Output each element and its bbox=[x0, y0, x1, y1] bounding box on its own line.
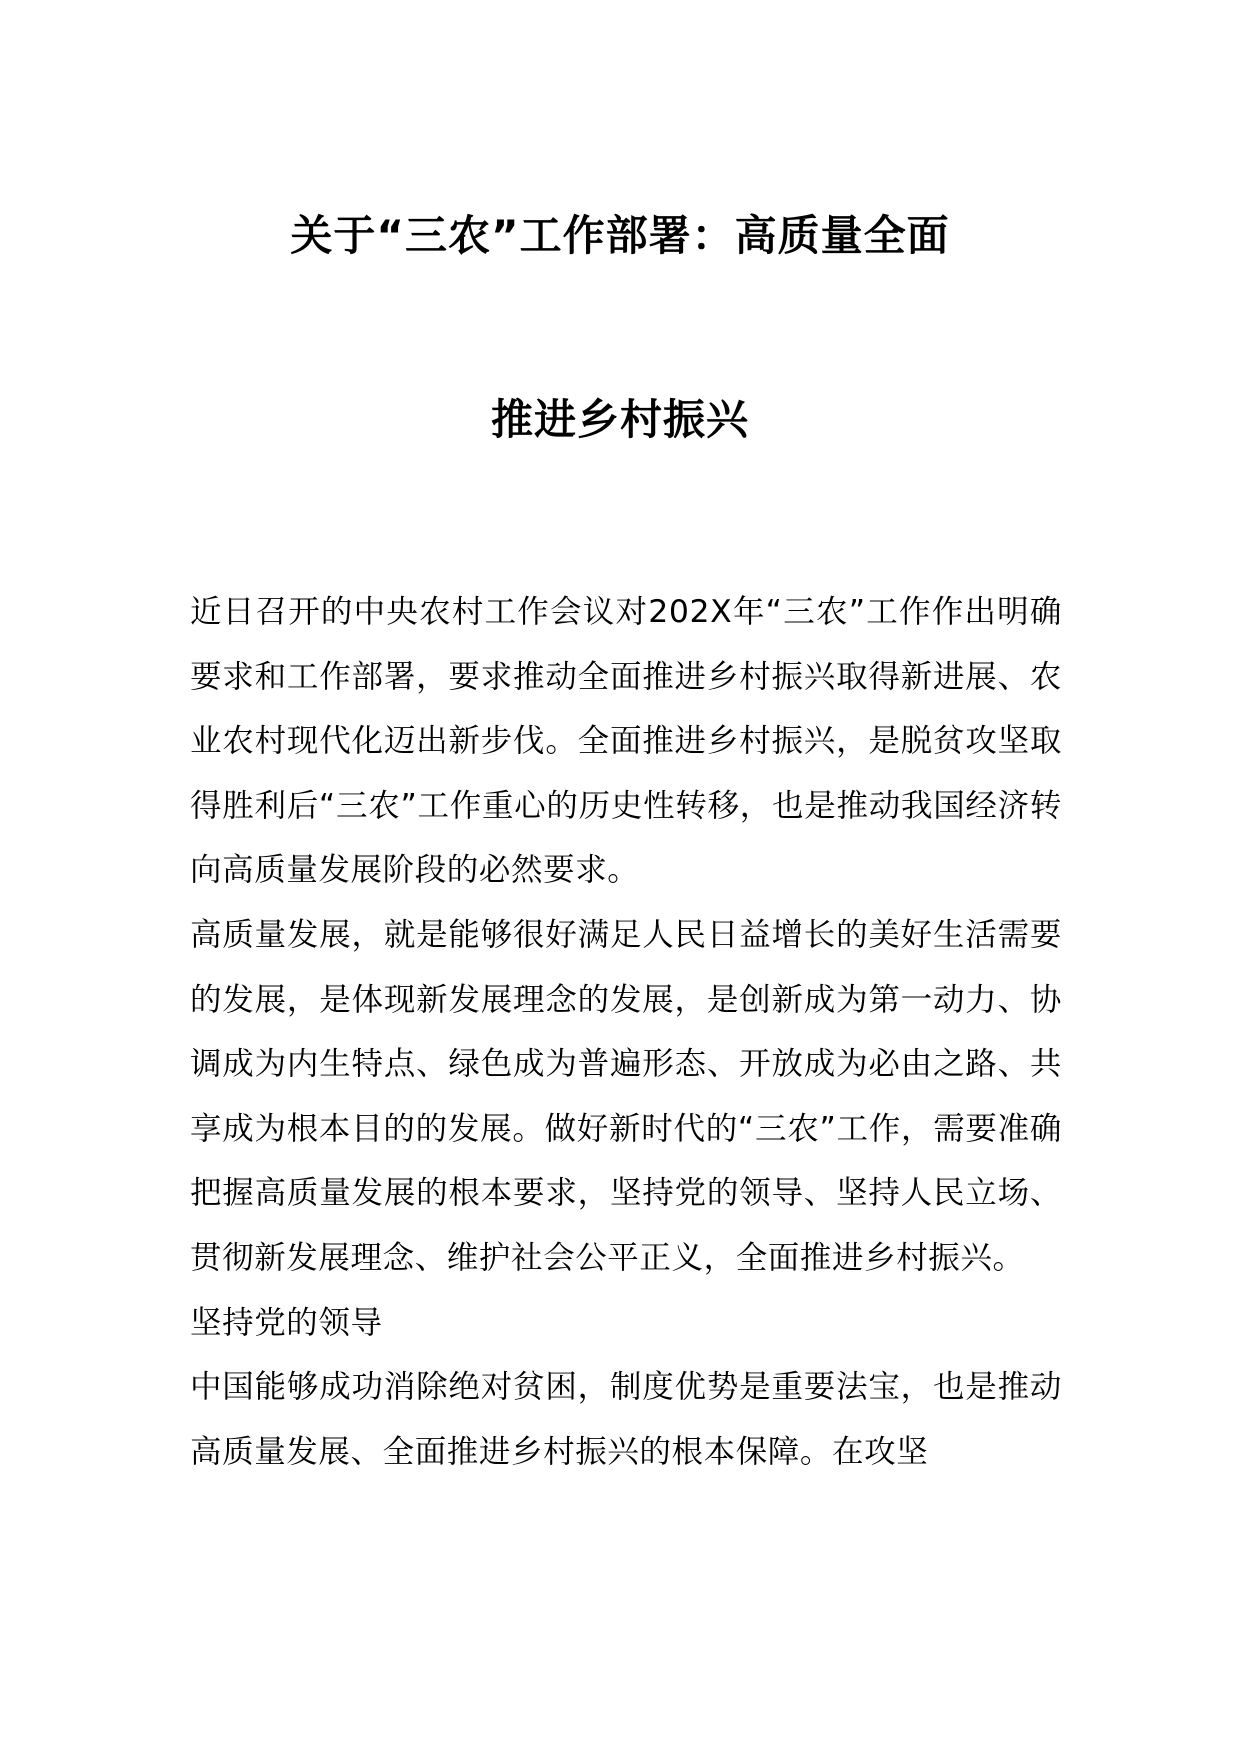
document-body bbox=[190, 580, 1062, 1484]
document-title-line-2: 推进乡村振兴 bbox=[490, 395, 749, 444]
section-heading-party-leadership: 坚持党的领导 bbox=[190, 1304, 383, 1341]
paragraph-high-quality-development: 高质量发展，就是能够很好满足人民日益增长的美好生活需要的发展，是体现新发展理念的发展，是创新成为第一动力、协调成为内生特点、绿色成为普遍形态、开放成为必由之路、共享成为根本目的的发展。做好新时代的“三农”工作，需要准确把握高质量发展的根本要求，坚持党的领导、坚持人民立场、贯彻新发展理念、维护社会公平正义，全面推进乡村振兴。 bbox=[190, 916, 1062, 1276]
document-title-line-1: 关于“三农”工作部署：高质量全面 bbox=[290, 211, 950, 260]
paragraph-intro: 近日召开的中央农村工作会议对202X年“三农”工作作出明确要求和工作部署，要求推动全面推进乡村振兴取得新进展、农业农村现代化迈出新步伐。全面推进乡村振兴，是脱贫攻坚取得胜利后“三农”工作重心的历史性转移，也是推动我国经济转向高质量发展阶段的必然要求。 bbox=[190, 594, 1062, 889]
paragraph-party-leadership: 中国能够成功消除绝对贫困，制度优势是重要法宝，也是推动高质量发展、全面推进乡村振兴的根本保障。在攻坚 bbox=[190, 1369, 1062, 1470]
